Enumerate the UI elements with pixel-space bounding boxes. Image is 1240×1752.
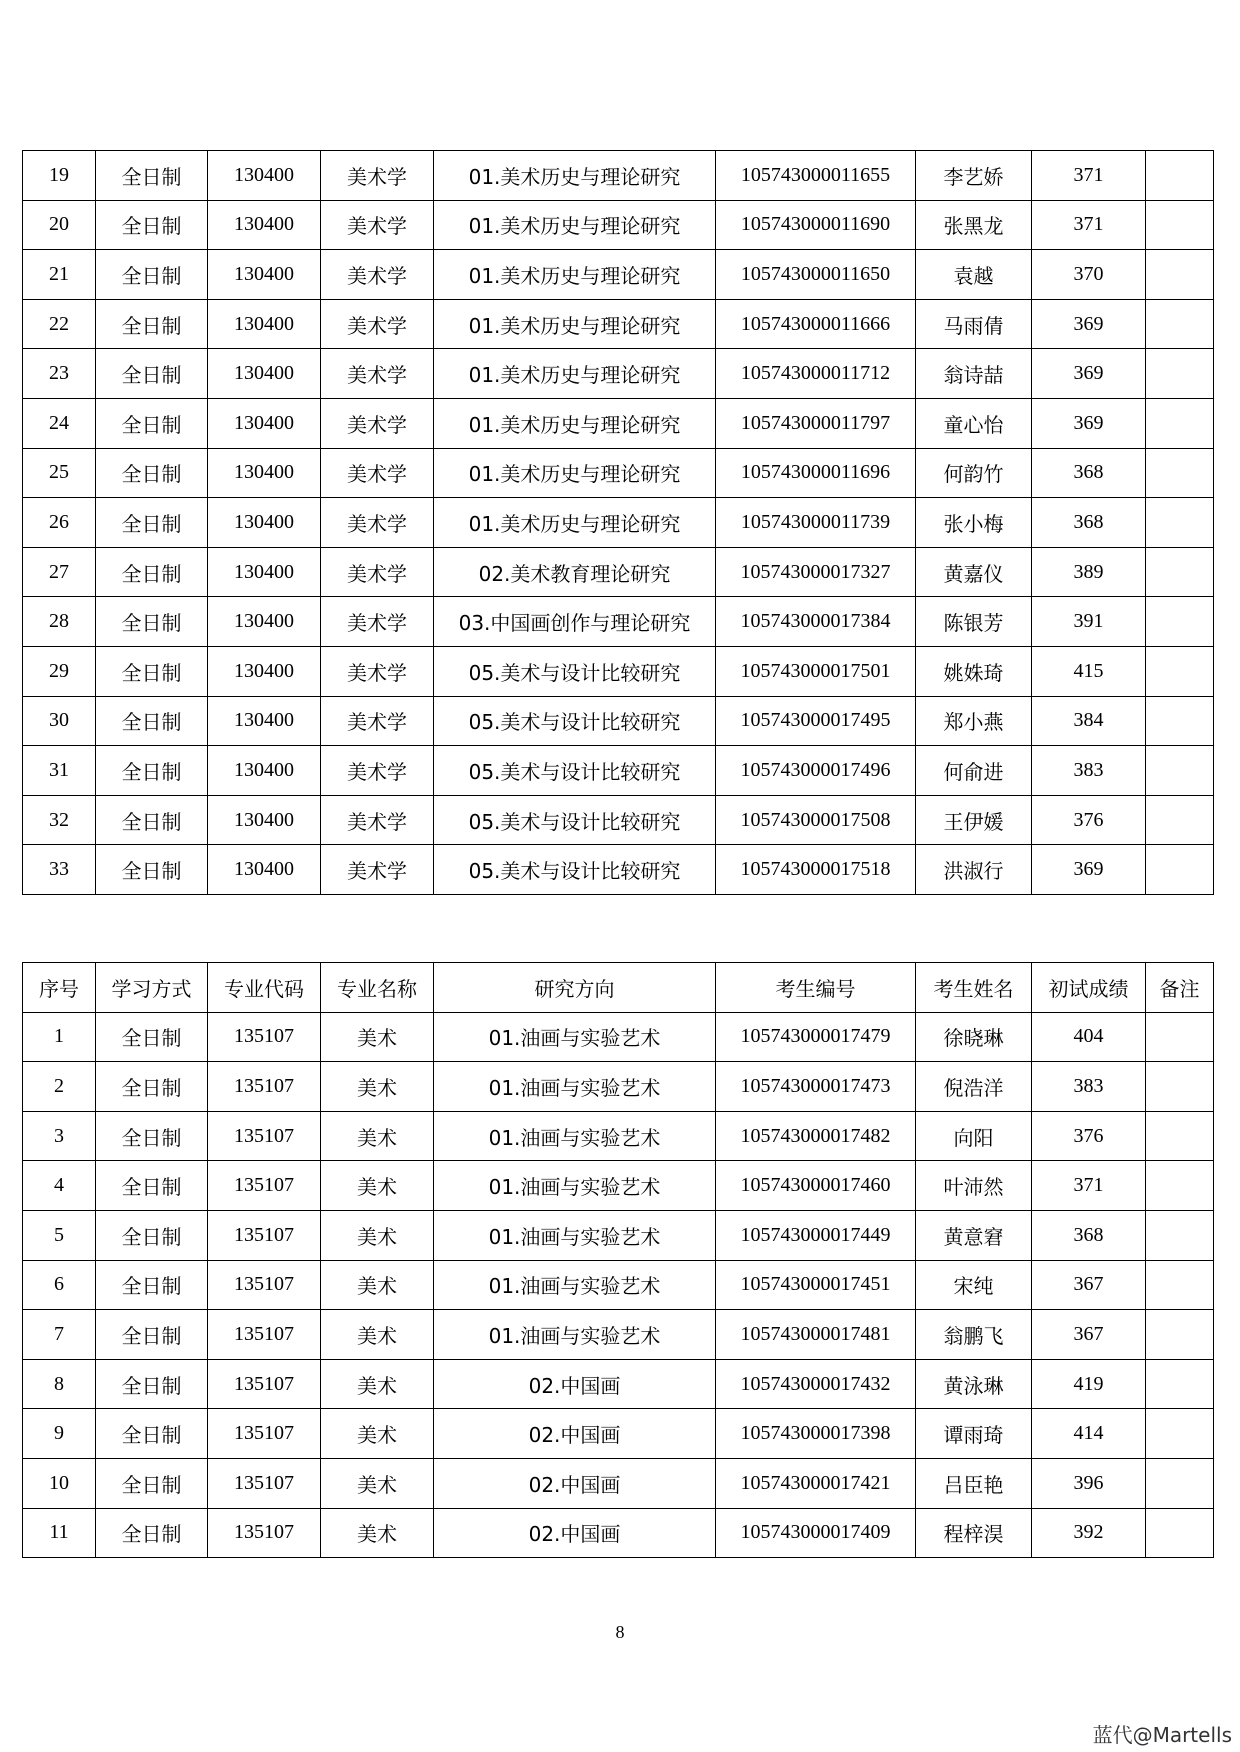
cell-candidate-id: 105743000011666 bbox=[716, 299, 916, 349]
cell-score: 404 bbox=[1032, 1012, 1146, 1062]
cell-candidate-name: 洪淑行 bbox=[916, 845, 1032, 895]
cell-major-name: 美术学 bbox=[321, 646, 434, 696]
cell-major-code: 130400 bbox=[208, 448, 321, 498]
cell-major-code: 130400 bbox=[208, 349, 321, 399]
cell-major-name: 美术学 bbox=[321, 845, 434, 895]
cell-study-mode: 全日制 bbox=[96, 1508, 208, 1558]
table-row bbox=[23, 696, 1214, 746]
cell-study-mode: 全日制 bbox=[96, 299, 208, 349]
cell-research-direction: 02.中国画 bbox=[434, 1359, 716, 1409]
cell-score: 383 bbox=[1032, 1062, 1146, 1112]
cell-candidate-name: 何俞进 bbox=[916, 746, 1032, 796]
cell-remarks bbox=[1146, 1359, 1214, 1409]
cell-study-mode: 全日制 bbox=[96, 646, 208, 696]
cell-major-name: 美术学 bbox=[321, 498, 434, 548]
table-bottom-header bbox=[23, 963, 1214, 1013]
cell-study-mode: 全日制 bbox=[96, 1012, 208, 1062]
cell-seq: 33 bbox=[23, 845, 96, 895]
cell-research-direction: 01.油画与实验艺术 bbox=[434, 1310, 716, 1360]
cell-seq: 25 bbox=[23, 448, 96, 498]
cell-candidate-name: 袁越 bbox=[916, 250, 1032, 300]
cell-candidate-name: 黄意窘 bbox=[916, 1210, 1032, 1260]
cell-major-name: 美术学 bbox=[321, 696, 434, 746]
cell-major-name: 美术 bbox=[321, 1260, 434, 1310]
cell-candidate-name: 黄泳琳 bbox=[916, 1359, 1032, 1409]
cell-score: 368 bbox=[1032, 448, 1146, 498]
cell-candidate-id: 105743000017449 bbox=[716, 1210, 916, 1260]
cell-candidate-id: 105743000017496 bbox=[716, 746, 916, 796]
cell-major-code: 130400 bbox=[208, 250, 321, 300]
cell-candidate-name: 翁诗喆 bbox=[916, 349, 1032, 399]
cell-major-name: 美术学 bbox=[321, 200, 434, 250]
table-row bbox=[23, 299, 1214, 349]
cell-major-code: 130400 bbox=[208, 498, 321, 548]
cell-major-name: 美术学 bbox=[321, 448, 434, 498]
cell-study-mode: 全日制 bbox=[96, 398, 208, 448]
cell-score: 383 bbox=[1032, 746, 1146, 796]
cell-major-code: 135107 bbox=[208, 1012, 321, 1062]
cell-candidate-name: 谭雨琦 bbox=[916, 1409, 1032, 1459]
cell-remarks bbox=[1146, 1210, 1214, 1260]
cell-remarks bbox=[1146, 448, 1214, 498]
cell-remarks bbox=[1146, 200, 1214, 250]
cell-research-direction: 01.油画与实验艺术 bbox=[434, 1210, 716, 1260]
cell-study-mode: 全日制 bbox=[96, 795, 208, 845]
header-candidate-name: 考生姓名 bbox=[916, 963, 1032, 1013]
cell-candidate-id: 105743000011690 bbox=[716, 200, 916, 250]
cell-score: 414 bbox=[1032, 1409, 1146, 1459]
cell-score: 369 bbox=[1032, 299, 1146, 349]
table-row bbox=[23, 1260, 1214, 1310]
cell-remarks bbox=[1146, 349, 1214, 399]
cell-candidate-name: 徐晓琳 bbox=[916, 1012, 1032, 1062]
table-row bbox=[23, 1359, 1214, 1409]
admission-table-bottom bbox=[22, 962, 1214, 1558]
table-row bbox=[23, 1310, 1214, 1360]
cell-seq: 22 bbox=[23, 299, 96, 349]
cell-remarks bbox=[1146, 597, 1214, 647]
cell-research-direction: 05.美术与设计比较研究 bbox=[434, 646, 716, 696]
header-major-code: 专业代码 bbox=[208, 963, 321, 1013]
cell-research-direction: 01.美术历史与理论研究 bbox=[434, 349, 716, 399]
cell-study-mode: 全日制 bbox=[96, 746, 208, 796]
table-row bbox=[23, 398, 1214, 448]
table-row bbox=[23, 498, 1214, 548]
cell-major-name: 美术 bbox=[321, 1012, 434, 1062]
cell-major-code: 135107 bbox=[208, 1111, 321, 1161]
cell-candidate-id: 105743000017460 bbox=[716, 1161, 916, 1211]
header-candidate-id: 考生编号 bbox=[716, 963, 916, 1013]
cell-score: 389 bbox=[1032, 547, 1146, 597]
cell-candidate-name: 张小梅 bbox=[916, 498, 1032, 548]
cell-candidate-id: 105743000017508 bbox=[716, 795, 916, 845]
table-row bbox=[23, 1409, 1214, 1459]
table-row bbox=[23, 1210, 1214, 1260]
cell-remarks bbox=[1146, 1508, 1214, 1558]
table-row bbox=[23, 448, 1214, 498]
cell-candidate-name: 王伊媛 bbox=[916, 795, 1032, 845]
header-major-name: 专业名称 bbox=[321, 963, 434, 1013]
cell-score: 369 bbox=[1032, 845, 1146, 895]
cell-candidate-id: 105743000017501 bbox=[716, 646, 916, 696]
cell-research-direction: 02.中国画 bbox=[434, 1508, 716, 1558]
cell-study-mode: 全日制 bbox=[96, 498, 208, 548]
cell-remarks bbox=[1146, 1260, 1214, 1310]
cell-study-mode: 全日制 bbox=[96, 1161, 208, 1211]
cell-score: 368 bbox=[1032, 1210, 1146, 1260]
cell-major-name: 美术 bbox=[321, 1359, 434, 1409]
cell-remarks bbox=[1146, 250, 1214, 300]
cell-remarks bbox=[1146, 1409, 1214, 1459]
cell-candidate-name: 吕臣艳 bbox=[916, 1458, 1032, 1508]
cell-study-mode: 全日制 bbox=[96, 151, 208, 201]
cell-seq: 31 bbox=[23, 746, 96, 796]
cell-candidate-id: 105743000017327 bbox=[716, 547, 916, 597]
cell-remarks bbox=[1146, 151, 1214, 201]
header-research-direction: 研究方向 bbox=[434, 963, 716, 1013]
cell-candidate-name: 倪浩洋 bbox=[916, 1062, 1032, 1112]
cell-major-name: 美术学 bbox=[321, 746, 434, 796]
table-row bbox=[23, 349, 1214, 399]
cell-research-direction: 02.中国画 bbox=[434, 1409, 716, 1459]
cell-remarks bbox=[1146, 1012, 1214, 1062]
cell-score: 392 bbox=[1032, 1508, 1146, 1558]
cell-study-mode: 全日制 bbox=[96, 597, 208, 647]
cell-candidate-id: 105743000011797 bbox=[716, 398, 916, 448]
cell-candidate-id: 105743000017495 bbox=[716, 696, 916, 746]
cell-major-code: 135107 bbox=[208, 1458, 321, 1508]
cell-score: 368 bbox=[1032, 498, 1146, 548]
cell-seq: 5 bbox=[23, 1210, 96, 1260]
cell-seq: 11 bbox=[23, 1508, 96, 1558]
cell-score: 371 bbox=[1032, 151, 1146, 201]
cell-major-code: 130400 bbox=[208, 200, 321, 250]
cell-study-mode: 全日制 bbox=[96, 1260, 208, 1310]
cell-study-mode: 全日制 bbox=[96, 448, 208, 498]
cell-score: 371 bbox=[1032, 1161, 1146, 1211]
cell-major-code: 135107 bbox=[208, 1260, 321, 1310]
cell-research-direction: 01.油画与实验艺术 bbox=[434, 1161, 716, 1211]
cell-candidate-id: 105743000017473 bbox=[716, 1062, 916, 1112]
cell-score: 369 bbox=[1032, 349, 1146, 399]
cell-candidate-name: 叶沛然 bbox=[916, 1161, 1032, 1211]
cell-candidate-name: 翁鹏飞 bbox=[916, 1310, 1032, 1360]
cell-major-code: 130400 bbox=[208, 299, 321, 349]
cell-score: 367 bbox=[1032, 1310, 1146, 1360]
cell-candidate-name: 程梓淏 bbox=[916, 1508, 1032, 1558]
cell-major-code: 135107 bbox=[208, 1409, 321, 1459]
cell-score: 371 bbox=[1032, 200, 1146, 250]
cell-research-direction: 02.美术教育理论研究 bbox=[434, 547, 716, 597]
cell-seq: 26 bbox=[23, 498, 96, 548]
cell-candidate-name: 郑小燕 bbox=[916, 696, 1032, 746]
cell-major-code: 130400 bbox=[208, 151, 321, 201]
cell-remarks bbox=[1146, 746, 1214, 796]
cell-score: 384 bbox=[1032, 696, 1146, 746]
cell-major-code: 135107 bbox=[208, 1161, 321, 1211]
cell-research-direction: 05.美术与设计比较研究 bbox=[434, 795, 716, 845]
cell-candidate-name: 马雨倩 bbox=[916, 299, 1032, 349]
cell-study-mode: 全日制 bbox=[96, 696, 208, 746]
cell-candidate-name: 宋纯 bbox=[916, 1260, 1032, 1310]
cell-remarks bbox=[1146, 1310, 1214, 1360]
cell-major-code: 130400 bbox=[208, 398, 321, 448]
cell-research-direction: 01.美术历史与理论研究 bbox=[434, 398, 716, 448]
cell-seq: 23 bbox=[23, 349, 96, 399]
cell-major-code: 135107 bbox=[208, 1062, 321, 1112]
cell-research-direction: 01.油画与实验艺术 bbox=[434, 1012, 716, 1062]
cell-candidate-id: 105743000011712 bbox=[716, 349, 916, 399]
cell-remarks bbox=[1146, 845, 1214, 895]
cell-candidate-id: 105743000017398 bbox=[716, 1409, 916, 1459]
cell-candidate-id: 105743000017518 bbox=[716, 845, 916, 895]
table-row bbox=[23, 646, 1214, 696]
cell-research-direction: 01.油画与实验艺术 bbox=[434, 1260, 716, 1310]
table-row bbox=[23, 1111, 1214, 1161]
cell-score: 369 bbox=[1032, 398, 1146, 448]
cell-seq: 20 bbox=[23, 200, 96, 250]
cell-research-direction: 01.美术历史与理论研究 bbox=[434, 151, 716, 201]
cell-remarks bbox=[1146, 498, 1214, 548]
cell-remarks bbox=[1146, 547, 1214, 597]
table-top-body bbox=[23, 151, 1214, 895]
cell-remarks bbox=[1146, 299, 1214, 349]
cell-major-name: 美术 bbox=[321, 1111, 434, 1161]
cell-seq: 1 bbox=[23, 1012, 96, 1062]
cell-study-mode: 全日制 bbox=[96, 1310, 208, 1360]
cell-seq: 24 bbox=[23, 398, 96, 448]
table-row bbox=[23, 1458, 1214, 1508]
cell-score: 376 bbox=[1032, 1111, 1146, 1161]
cell-research-direction: 05.美术与设计比较研究 bbox=[434, 746, 716, 796]
cell-candidate-name: 李艺娇 bbox=[916, 151, 1032, 201]
cell-major-name: 美术学 bbox=[321, 151, 434, 201]
cell-seq: 10 bbox=[23, 1458, 96, 1508]
cell-major-name: 美术 bbox=[321, 1310, 434, 1360]
cell-score: 419 bbox=[1032, 1359, 1146, 1409]
cell-research-direction: 02.中国画 bbox=[434, 1458, 716, 1508]
cell-major-name: 美术学 bbox=[321, 349, 434, 399]
cell-score: 391 bbox=[1032, 597, 1146, 647]
table-row bbox=[23, 1161, 1214, 1211]
cell-major-name: 美术学 bbox=[321, 299, 434, 349]
cell-major-code: 130400 bbox=[208, 746, 321, 796]
cell-major-name: 美术学 bbox=[321, 398, 434, 448]
cell-study-mode: 全日制 bbox=[96, 1062, 208, 1112]
cell-score: 396 bbox=[1032, 1458, 1146, 1508]
cell-candidate-name: 向阳 bbox=[916, 1111, 1032, 1161]
cell-major-code: 135107 bbox=[208, 1508, 321, 1558]
cell-remarks bbox=[1146, 696, 1214, 746]
cell-major-name: 美术 bbox=[321, 1508, 434, 1558]
cell-candidate-id: 105743000017409 bbox=[716, 1508, 916, 1558]
cell-major-name: 美术 bbox=[321, 1210, 434, 1260]
cell-candidate-id: 105743000017384 bbox=[716, 597, 916, 647]
cell-candidate-id: 105743000011696 bbox=[716, 448, 916, 498]
cell-candidate-name: 童心怡 bbox=[916, 398, 1032, 448]
cell-seq: 4 bbox=[23, 1161, 96, 1211]
cell-seq: 30 bbox=[23, 696, 96, 746]
cell-seq: 29 bbox=[23, 646, 96, 696]
cell-major-code: 135107 bbox=[208, 1210, 321, 1260]
cell-candidate-id: 105743000011655 bbox=[716, 151, 916, 201]
cell-remarks bbox=[1146, 398, 1214, 448]
cell-candidate-id: 105743000017432 bbox=[716, 1359, 916, 1409]
cell-candidate-id: 105743000017481 bbox=[716, 1310, 916, 1360]
cell-research-direction: 01.美术历史与理论研究 bbox=[434, 200, 716, 250]
cell-major-name: 美术学 bbox=[321, 250, 434, 300]
table-row bbox=[23, 597, 1214, 647]
cell-research-direction: 01.美术历史与理论研究 bbox=[434, 498, 716, 548]
cell-remarks bbox=[1146, 1161, 1214, 1211]
cell-major-name: 美术 bbox=[321, 1062, 434, 1112]
cell-candidate-id: 105743000017482 bbox=[716, 1111, 916, 1161]
cell-candidate-id: 105743000017421 bbox=[716, 1458, 916, 1508]
cell-major-code: 130400 bbox=[208, 845, 321, 895]
cell-candidate-name: 黄嘉仪 bbox=[916, 547, 1032, 597]
cell-major-name: 美术学 bbox=[321, 547, 434, 597]
cell-research-direction: 01.油画与实验艺术 bbox=[434, 1111, 716, 1161]
cell-seq: 21 bbox=[23, 250, 96, 300]
cell-study-mode: 全日制 bbox=[96, 1210, 208, 1260]
cell-seq: 28 bbox=[23, 597, 96, 647]
cell-score: 367 bbox=[1032, 1260, 1146, 1310]
cell-major-code: 130400 bbox=[208, 597, 321, 647]
watermark: 蓝代@Martells bbox=[1092, 1723, 1232, 1747]
admission-table-top bbox=[22, 150, 1214, 895]
table-row bbox=[23, 1508, 1214, 1558]
cell-major-name: 美术 bbox=[321, 1409, 434, 1459]
cell-seq: 32 bbox=[23, 795, 96, 845]
table-row bbox=[23, 795, 1214, 845]
cell-seq: 3 bbox=[23, 1111, 96, 1161]
cell-study-mode: 全日制 bbox=[96, 1111, 208, 1161]
cell-remarks bbox=[1146, 1458, 1214, 1508]
cell-remarks bbox=[1146, 1111, 1214, 1161]
table-row bbox=[23, 200, 1214, 250]
cell-major-name: 美术学 bbox=[321, 795, 434, 845]
cell-candidate-id: 105743000011650 bbox=[716, 250, 916, 300]
cell-study-mode: 全日制 bbox=[96, 547, 208, 597]
cell-study-mode: 全日制 bbox=[96, 349, 208, 399]
table-row bbox=[23, 547, 1214, 597]
cell-research-direction: 05.美术与设计比较研究 bbox=[434, 845, 716, 895]
cell-candidate-id: 105743000017479 bbox=[716, 1012, 916, 1062]
cell-research-direction: 03.中国画创作与理论研究 bbox=[434, 597, 716, 647]
cell-seq: 7 bbox=[23, 1310, 96, 1360]
cell-research-direction: 05.美术与设计比较研究 bbox=[434, 696, 716, 746]
cell-seq: 8 bbox=[23, 1359, 96, 1409]
cell-major-name: 美术学 bbox=[321, 597, 434, 647]
cell-study-mode: 全日制 bbox=[96, 200, 208, 250]
cell-remarks bbox=[1146, 1062, 1214, 1112]
cell-score: 376 bbox=[1032, 795, 1146, 845]
cell-candidate-name: 陈银芳 bbox=[916, 597, 1032, 647]
cell-research-direction: 01.美术历史与理论研究 bbox=[434, 250, 716, 300]
cell-study-mode: 全日制 bbox=[96, 250, 208, 300]
cell-seq: 9 bbox=[23, 1409, 96, 1459]
cell-candidate-name: 张黑龙 bbox=[916, 200, 1032, 250]
cell-score: 415 bbox=[1032, 646, 1146, 696]
cell-remarks bbox=[1146, 646, 1214, 696]
cell-major-code: 135107 bbox=[208, 1310, 321, 1360]
cell-major-name: 美术 bbox=[321, 1161, 434, 1211]
cell-remarks bbox=[1146, 795, 1214, 845]
cell-major-code: 130400 bbox=[208, 547, 321, 597]
cell-research-direction: 01.油画与实验艺术 bbox=[434, 1062, 716, 1112]
cell-seq: 19 bbox=[23, 151, 96, 201]
header-score: 初试成绩 bbox=[1032, 963, 1146, 1013]
cell-study-mode: 全日制 bbox=[96, 1359, 208, 1409]
table-row bbox=[23, 151, 1214, 201]
header-row bbox=[23, 963, 1214, 1013]
table-row bbox=[23, 1012, 1214, 1062]
header-seq: 序号 bbox=[23, 963, 96, 1013]
cell-research-direction: 01.美术历史与理论研究 bbox=[434, 299, 716, 349]
cell-major-code: 130400 bbox=[208, 646, 321, 696]
table-row bbox=[23, 250, 1214, 300]
cell-seq: 6 bbox=[23, 1260, 96, 1310]
page-number: 8 bbox=[615, 1622, 625, 1642]
cell-candidate-name: 何韵竹 bbox=[916, 448, 1032, 498]
table-row bbox=[23, 746, 1214, 796]
cell-study-mode: 全日制 bbox=[96, 845, 208, 895]
cell-major-code: 130400 bbox=[208, 795, 321, 845]
table-row bbox=[23, 1062, 1214, 1112]
cell-candidate-name: 姚姝琦 bbox=[916, 646, 1032, 696]
cell-score: 370 bbox=[1032, 250, 1146, 300]
header-study-mode: 学习方式 bbox=[96, 963, 208, 1013]
cell-candidate-id: 105743000011739 bbox=[716, 498, 916, 548]
cell-seq: 2 bbox=[23, 1062, 96, 1112]
cell-major-name: 美术 bbox=[321, 1458, 434, 1508]
cell-study-mode: 全日制 bbox=[96, 1458, 208, 1508]
cell-study-mode: 全日制 bbox=[96, 1409, 208, 1459]
cell-major-code: 135107 bbox=[208, 1359, 321, 1409]
cell-candidate-id: 105743000017451 bbox=[716, 1260, 916, 1310]
header-remarks: 备注 bbox=[1146, 963, 1214, 1013]
cell-seq: 27 bbox=[23, 547, 96, 597]
cell-research-direction: 01.美术历史与理论研究 bbox=[434, 448, 716, 498]
cell-major-code: 130400 bbox=[208, 696, 321, 746]
table-row bbox=[23, 845, 1214, 895]
table-bottom-body bbox=[23, 1012, 1214, 1558]
